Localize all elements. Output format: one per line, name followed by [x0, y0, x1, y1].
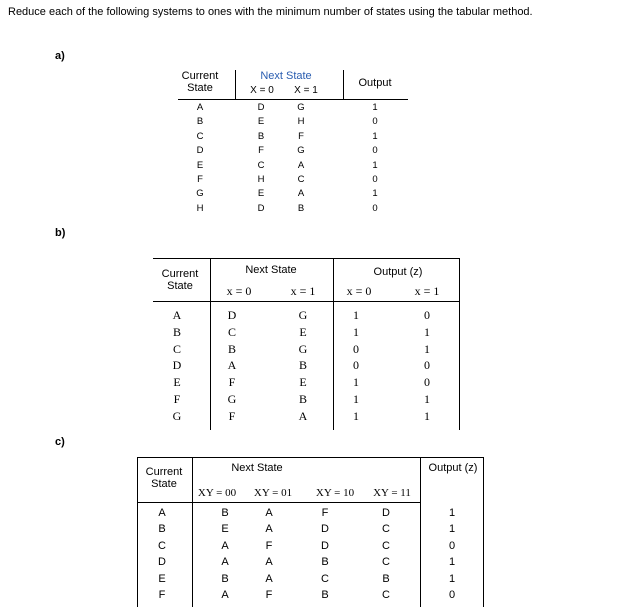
- header-xy00: XY = 00: [197, 487, 237, 499]
- xy11-cell: C: [382, 523, 390, 536]
- out-x1-cell: 1: [424, 408, 430, 423]
- divider: [235, 70, 236, 100]
- out-x1-cell: 1: [424, 392, 430, 406]
- output-cell: 0: [372, 145, 378, 157]
- output-cell: 0: [372, 116, 378, 128]
- out-x1-cell: 1: [424, 341, 430, 356]
- state-cell: F: [197, 174, 203, 185]
- part-c-label: c): [55, 436, 65, 448]
- header-state: State: [167, 280, 193, 292]
- output-cell: 0: [448, 589, 456, 601]
- xy10-cell: B: [321, 556, 329, 569]
- state-cell: E: [158, 572, 166, 585]
- output-cell: 1: [372, 130, 378, 142]
- next-x1-cell: A: [297, 188, 305, 200]
- state-cell: C: [196, 130, 204, 142]
- next-x0-cell: B: [257, 130, 265, 142]
- divider: [420, 457, 421, 607]
- next-x1-cell: F: [298, 130, 304, 142]
- out-x0-cell: 1: [353, 308, 359, 322]
- divider: [137, 502, 420, 503]
- next-x1-cell: G: [297, 145, 305, 157]
- state-cell: C: [172, 341, 181, 356]
- next-x1-cell: B: [298, 392, 307, 406]
- output-cell: 1: [448, 523, 456, 536]
- divider: [210, 258, 211, 430]
- xy10-cell: D: [321, 539, 329, 552]
- next-x0-cell: A: [227, 358, 237, 373]
- xy10-cell: C: [321, 572, 329, 585]
- xy01-cell: A: [265, 523, 273, 536]
- divider: [192, 457, 193, 607]
- out-x0-cell: 1: [353, 324, 359, 339]
- next-x0-cell: H: [257, 174, 265, 185]
- header-state: State: [187, 82, 213, 94]
- xy01-cell: A: [265, 507, 273, 519]
- header-output: Output: [358, 77, 392, 89]
- xy00-cell: B: [221, 507, 229, 519]
- output-cell: 0: [372, 174, 378, 185]
- out-x1-cell: 1: [424, 324, 430, 339]
- header-x0: X = 0: [250, 85, 274, 96]
- next-x0-cell: G: [227, 392, 237, 406]
- header-xy11: XY = 11: [373, 487, 411, 499]
- part-a-label: a): [55, 50, 65, 62]
- state-cell: B: [158, 523, 166, 536]
- state-cell: F: [173, 392, 181, 406]
- header-next-state: Next State: [260, 70, 312, 82]
- out-x1-cell: 0: [424, 308, 430, 322]
- output-cell: 1: [372, 188, 378, 200]
- next-x1-cell: A: [297, 159, 305, 171]
- next-x0-cell: D: [227, 308, 237, 322]
- header-output: Output (z): [373, 266, 423, 278]
- output-cell: 1: [372, 159, 378, 171]
- out-x0-cell: 0: [353, 341, 359, 356]
- header-out-x1: x = 1: [414, 284, 440, 298]
- xy00-cell: B: [221, 572, 229, 585]
- next-x0-cell: D: [257, 202, 265, 214]
- state-cell: A: [172, 308, 182, 322]
- xy01-cell: A: [265, 556, 273, 569]
- state-cell: C: [158, 539, 166, 552]
- next-x1-cell: G: [297, 102, 305, 113]
- xy01-cell: F: [265, 539, 273, 552]
- xy00-cell: A: [221, 589, 229, 601]
- header-out-x0: x = 0: [346, 284, 372, 298]
- state-cell: D: [196, 145, 204, 157]
- header-x1: x = 1: [290, 284, 316, 298]
- xy00-cell: A: [221, 539, 229, 552]
- next-x0-cell: E: [257, 116, 265, 128]
- next-x1-cell: A: [298, 408, 308, 423]
- next-x1-cell: B: [298, 358, 307, 373]
- problem-statement: Reduce each of the following systems to ones with the minimum number of states using the tabular method.: [8, 6, 533, 18]
- xy10-cell: B: [321, 589, 329, 601]
- output-cell: 1: [448, 572, 456, 585]
- header-current: Current: [181, 70, 219, 82]
- state-cell: B: [196, 116, 204, 128]
- state-cell: A: [158, 507, 166, 519]
- header-x0: x = 0: [226, 284, 252, 298]
- out-x0-cell: 1: [353, 408, 359, 423]
- xy11-cell: C: [382, 539, 390, 552]
- divider: [459, 258, 460, 430]
- state-cell: B: [172, 324, 181, 339]
- next-x1-cell: G: [298, 308, 308, 322]
- header-next-state: Next State: [231, 462, 283, 474]
- output-cell: 1: [448, 556, 456, 569]
- header-current: Current: [161, 268, 199, 280]
- header-output: Output (z): [428, 462, 478, 474]
- state-cell: E: [173, 375, 181, 390]
- header-xy10: XY = 10: [315, 487, 355, 499]
- xy11-cell: C: [382, 556, 390, 569]
- next-x1-cell: C: [297, 174, 305, 185]
- divider: [333, 258, 334, 430]
- next-x1-cell: E: [299, 375, 307, 390]
- header-xy01: XY = 01: [253, 487, 293, 499]
- out-x1-cell: 0: [424, 375, 430, 390]
- output-cell: 0: [372, 202, 378, 214]
- next-x0-cell: E: [257, 188, 265, 200]
- output-cell: 1: [448, 507, 456, 519]
- part-b-label: b): [55, 227, 66, 239]
- next-x0-cell: F: [228, 375, 236, 390]
- state-cell: A: [196, 102, 204, 113]
- divider: [343, 70, 344, 100]
- xy00-cell: A: [221, 556, 229, 569]
- state-cell: F: [158, 589, 166, 601]
- xy01-cell: A: [265, 572, 273, 585]
- divider: [137, 457, 484, 458]
- next-x0-cell: F: [258, 145, 264, 157]
- out-x1-cell: 0: [424, 358, 430, 373]
- state-cell: E: [196, 159, 204, 171]
- output-cell: 1: [372, 102, 378, 113]
- header-state: State: [151, 478, 177, 490]
- state-cell: G: [172, 408, 182, 423]
- next-x0-cell: C: [227, 324, 236, 339]
- state-cell: H: [196, 202, 204, 214]
- out-x0-cell: 0: [353, 358, 359, 373]
- xy10-cell: F: [321, 507, 329, 519]
- next-x1-cell: E: [299, 324, 307, 339]
- out-x0-cell: 1: [353, 392, 359, 406]
- xy01-cell: F: [265, 589, 273, 601]
- divider: [153, 258, 460, 259]
- xy11-cell: B: [382, 572, 390, 585]
- next-x1-cell: G: [298, 341, 308, 356]
- state-cell: D: [158, 556, 166, 569]
- xy11-cell: D: [382, 507, 390, 519]
- next-x0-cell: B: [227, 341, 236, 356]
- divider: [153, 301, 460, 302]
- divider: [178, 99, 408, 100]
- out-x0-cell: 1: [353, 375, 359, 390]
- header-next-state: Next State: [245, 264, 297, 276]
- divider: [483, 457, 484, 607]
- header-current: Current: [145, 466, 183, 478]
- header-x1: X = 1: [294, 85, 318, 96]
- next-x0-cell: C: [257, 159, 265, 171]
- xy10-cell: D: [321, 523, 329, 536]
- xy00-cell: E: [221, 523, 229, 536]
- state-cell: D: [172, 358, 182, 373]
- next-x0-cell: F: [228, 408, 236, 423]
- next-x0-cell: D: [257, 102, 265, 113]
- next-x1-cell: B: [297, 202, 305, 214]
- xy11-cell: C: [382, 589, 390, 601]
- output-cell: 0: [448, 539, 456, 552]
- next-x1-cell: H: [297, 116, 305, 128]
- state-cell: G: [196, 188, 204, 200]
